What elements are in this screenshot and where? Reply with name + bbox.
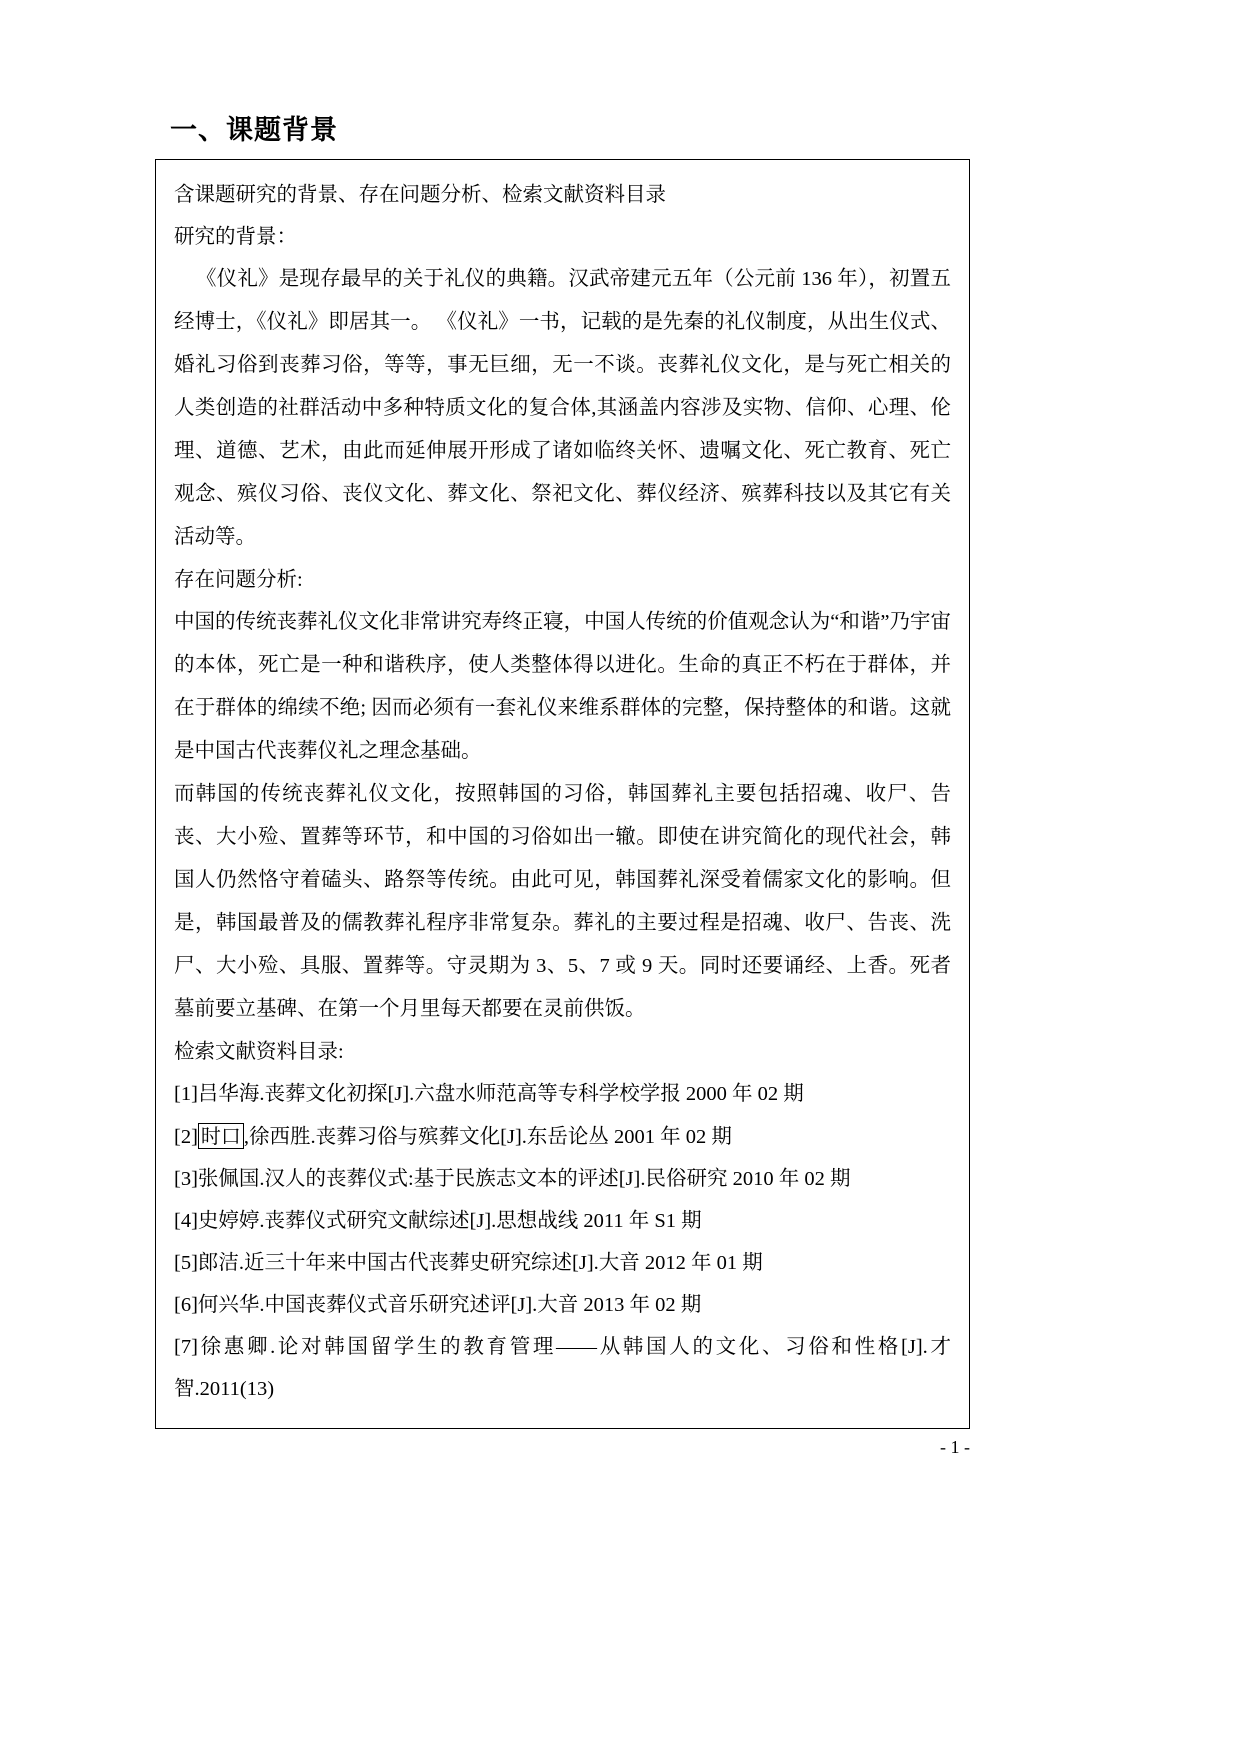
reference-item: [1]吕华海.丧葬文化初探[J].六盘水师范高等专科学校学报 2000 年 02 期: [174, 1083, 804, 1105]
reference-item: [7]徐惠卿.论对韩国留学生的教育管理——从韩国人的文化、习俗和性格[J].才智.2011(13): [174, 1336, 951, 1400]
section-references-title: 检索文献资料目录:: [174, 1041, 344, 1063]
section-problems-title: 存在问题分析:: [174, 569, 303, 591]
reference-item: [6]何兴华.中国丧葬仪式音乐研究述评[J].大音 2013 年 02 期: [174, 1294, 702, 1316]
intro-line: 含课题研究的背景、存在问题分析、检索文献资料目录: [174, 184, 666, 206]
page-number: - 1 -: [940, 1437, 970, 1457]
reference-item: [5]郎洁.近三十年来中国古代丧葬史研究综述[J].大音 2012 年 01 期: [174, 1252, 763, 1274]
reference-item: [4]史婷婷.丧葬仪式研究文献综述[J].思想战线 2011 年 S1 期: [174, 1210, 702, 1232]
section-problems-paragraph-2: 而韩国的传统丧葬礼仪文化，按照韩国的习俗，韩国葬礼主要包括招魂、收尸、告丧、大小殓、置葬等环节，和中国的习俗如出一辙。即使在讲究简化的现代社会，韩国人仍然恪守着磕头、路祭等传统。由此可见，韩国葬礼深受着儒家文化的影响。但是，韩国最普及的儒教葬礼程序非常复杂。葬礼的主要过程是招魂、收尸、告丧、洗尸、大小殓、具服、置葬等。守灵期为 3、5、7 或 9 天。同时还要诵经、上香。死者墓前要立基碑、在第一个月里每天都要在灵前供饭。: [174, 783, 951, 1020]
section-problems-paragraph-1: 中国的传统丧葬礼仪文化非常讲究寿终正寝，中国人传统的价值观念认为“和谐”乃宇宙的本体，死亡是一种和谐秩序，使人类整体得以进化。生命的真正不朽在于群体，并在于群体的绵续不绝; 因而必须有一套礼仪来维系群体的完整，保持整体的和谐。这就是中国古代丧葬仪礼之理念基础。: [174, 611, 951, 762]
reference-item: [3]张佩国.汉人的丧葬仪式:基于民族志文本的评述[J].民俗研究 2010 年 02 期: [174, 1168, 851, 1190]
reference-item: [174, 1115, 951, 1158]
content-box: [155, 159, 970, 1429]
reference-boxed-glyph: 时口: [198, 1123, 244, 1149]
reference-prefix: [2]: [174, 1126, 198, 1148]
section-background-title: 研究的背景：: [174, 226, 297, 248]
reference-suffix: ,徐西胜.丧葬习俗与殡葬文化[J].东岳论丛 2001 年 02 期: [243, 1126, 732, 1148]
page-title: 一、课题背景: [170, 115, 338, 146]
section-background-body: 《仪礼》是现存最早的关于礼仪的典籍。汉武帝建元五年（公元前 136 年），初置五经博士，《仪礼》即居其一。 《仪礼》一书，记载的是先秦的礼仪制度，从出生仪式、婚礼习俗到丧葬习俗，等等，事无巨细，无一不谈。丧葬礼仪文化，是与死亡相关的人类创造的社群活动中多种特质文化的复合体,其涵盖内容涉及实物、信仰、心理、伦理、道德、艺术，由此而延伸展开形成了诸如临终关怀、遗嘱文化、死亡教育、死亡观念、殡仪习俗、丧仪文化、葬文化、祭祀文化、葬仪经济、殡葬科技以及其它有关活动等。: [174, 268, 951, 548]
